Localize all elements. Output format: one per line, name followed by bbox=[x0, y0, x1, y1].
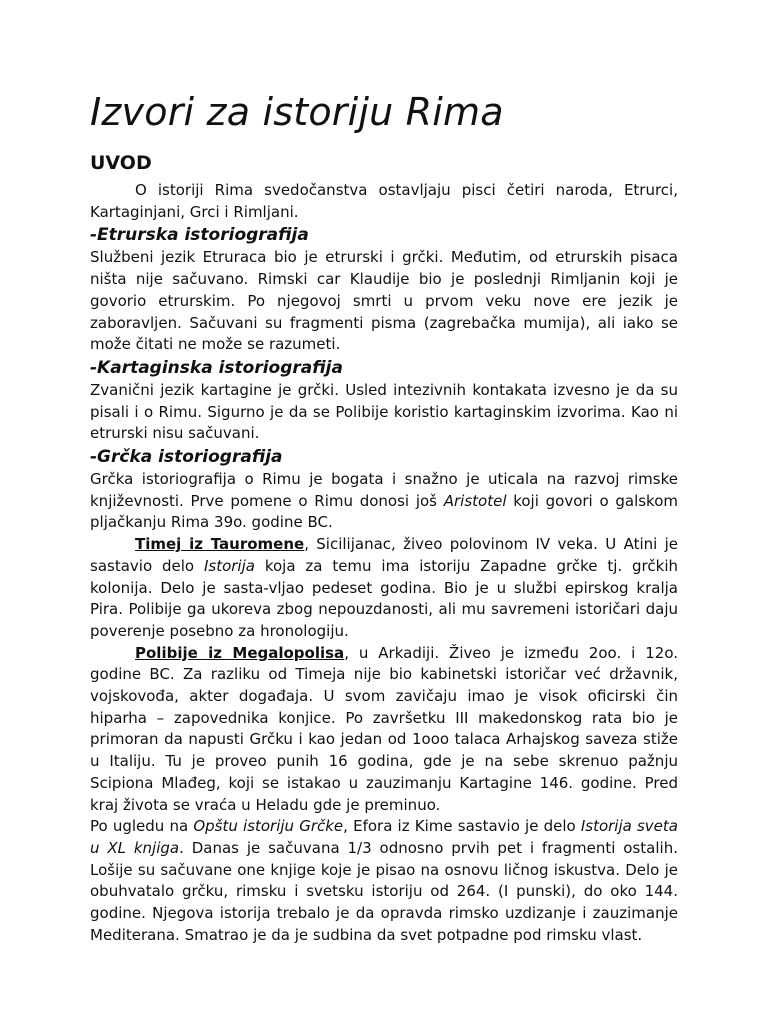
intro-paragraph: O istoriji Rima svedočanstva ostavljaju pisci četiri naroda, Etrurci, Kartaginjani, Grci i Rimljani. bbox=[90, 181, 678, 221]
timaeus-name: Timej iz Tauromene bbox=[135, 535, 305, 554]
greek-intro-paragraph: Grčka istoriografija o Rimu je bogata i snažno je uticala na razvoj rimske književnosti. Prve pomene o Rimu donosi još Aristotel koji govori o galskom pljačkanju Rima 39o. godine BC. bbox=[90, 470, 678, 532]
polybius-paragraph: Polibije iz Megalopolisa, u Arkadiji. Živeo je između 2oo. i 12o. godine BC. Za razliku od Timeja nije bio kabinetski istoričar već državnik, vojskovođa, akter događaja. U svom zavičaju imao je visok oficirski čin hiparha – zapovednika konjice. Po završetku III makedonskog rata bio je primoran da napusti Grčku i kao jedan od 1ooo talaca Arhajskog saveza stiže u Italiju. Tu je proveo punih 16 godina, gde je na sebe skrenuo pažnju Scipiona Mlađeg, koji se istakao u zauzimanju Kartagine 146. godine. Pred kraj života se vraća u Heladu gde je preminuo. bbox=[90, 643, 679, 814]
section-heading-uvod: UVOD bbox=[90, 152, 152, 174]
subheading-greek: -Grčka istoriografija bbox=[90, 447, 283, 468]
timaeus-paragraph: Timej iz Tauromene, Sicilijanac, živeo polovinom IV veka. U Atini je sastavio delo Istorija koja za temu ima istoriju Zapadne grčke tj. grčkih kolonija. Delo je sasta-vljao pedeset godina. Bio je u službi epirskog kralja Pira. Polibije ga ukoreva zbog nepouzdanosti, ali mu savremeni istoričari daju poverenje posebno za hronologiju. bbox=[90, 535, 679, 640]
polybius-name: Polibije iz Megalopolisa bbox=[135, 643, 345, 662]
subheading-carthaginian: -Kartaginska istoriografija bbox=[90, 357, 343, 378]
polybius-work-paragraph: Po ugledu na Opštu istoriju Grčke, Efora iz Kime sastavio je delo Istorija sveta u XL knjiga. Danas je sačuvana 1/3 odnosno prvih pet i fragmenti ostalih. Lošije su sačuvane one knjige koje je pisao na osnovu ličnog iskustva. Delo je obuhvatalo grčku, rimsku i svetsku istoriju od 264. (I punski), do oko 144. godine. Njegova istorija trebalo je da opravda rimsko uzdizanje i zauzimanje Mediterana. Smatrao je da je sudbina da svet potpadne pod rimsku vlast. bbox=[90, 817, 678, 944]
subheading-etruscan: -Etrurska istoriografija bbox=[90, 225, 309, 246]
etruscan-paragraph: Službeni jezik Etruraca bio je etrurski i grčki. Međutim, od etrurskih pisaca ništa nije sačuvano. Rimski car Klaudije bio je poslednji Rimljanin koji je govorio etrurskim. Po njegovoj smrti u prvom veku nove ere jezik je zaboravljen. Sačuvani su fragmenti pisma (zagrebačka mumija), ali iako se može čitati ne može se razumeti. bbox=[90, 248, 678, 354]
document-title: Izvori za istoriju Rima bbox=[90, 90, 504, 134]
carthaginian-paragraph: Zvanični jezik kartagine je grčki. Usled intezivnih kontakata izvesno je da su pisali i o Rimu. Sigurno je da se Polibije koristio kartaginskim izvorima. Kao ni etrurski nisu sačuvani. bbox=[90, 380, 678, 443]
document-body bbox=[90, 180, 678, 947]
